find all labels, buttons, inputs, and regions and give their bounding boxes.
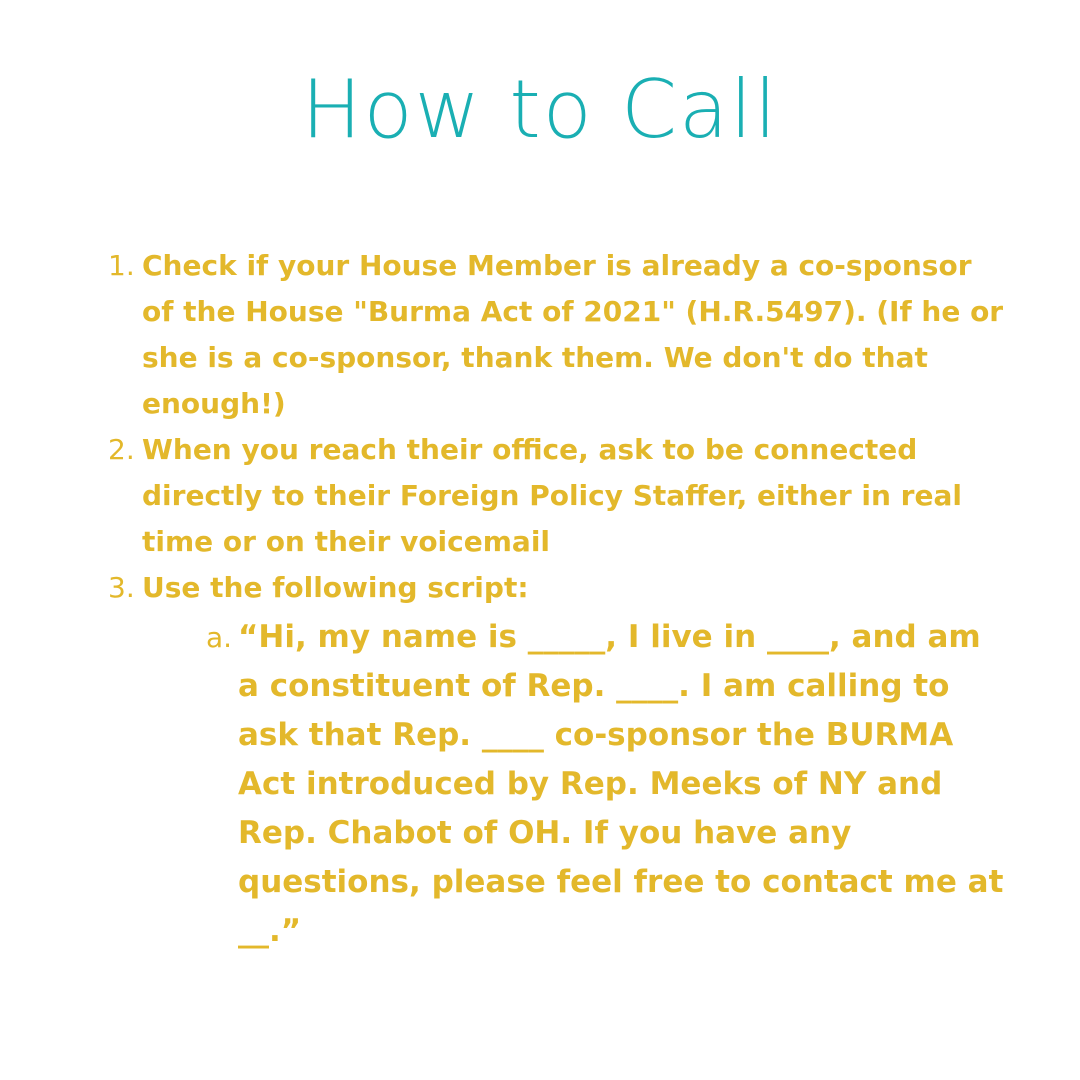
step-item bbox=[108, 427, 1008, 565]
step-item bbox=[108, 243, 1008, 427]
sub-step-item bbox=[206, 613, 1008, 956]
sub-step-number: a. bbox=[206, 621, 233, 654]
script-text: “Hi, my name is _____, I live in ____, and am a constituent of Rep. ____. I am calling to ask that Rep. ____ co-sponsor the BURMA Act introduced by Rep. Meeks of NY and Rep. Chabot of OH. If you have any questions, please feel free to contact me at __.” bbox=[238, 619, 1004, 949]
step-number: 1. bbox=[108, 249, 135, 282]
step-text: Use the following script: bbox=[142, 571, 529, 604]
step-text: Check if your House Member is already a co-sponsor of the House "Burma Act of 2021" (H.R.5497). (If he or she is a co-sponsor, thank them. We don't do that enough!) bbox=[142, 249, 1004, 420]
step-item bbox=[108, 565, 1008, 956]
step-text: When you reach their office, ask to be connected directly to their Foreign Policy Staffer, either in real time or on their voicemail bbox=[142, 433, 962, 558]
step-number: 3. bbox=[108, 571, 135, 604]
sub-steps-list bbox=[142, 613, 1008, 956]
steps-list bbox=[108, 243, 1008, 956]
page-title: How to Call bbox=[301, 63, 779, 156]
step-number: 2. bbox=[108, 433, 135, 466]
